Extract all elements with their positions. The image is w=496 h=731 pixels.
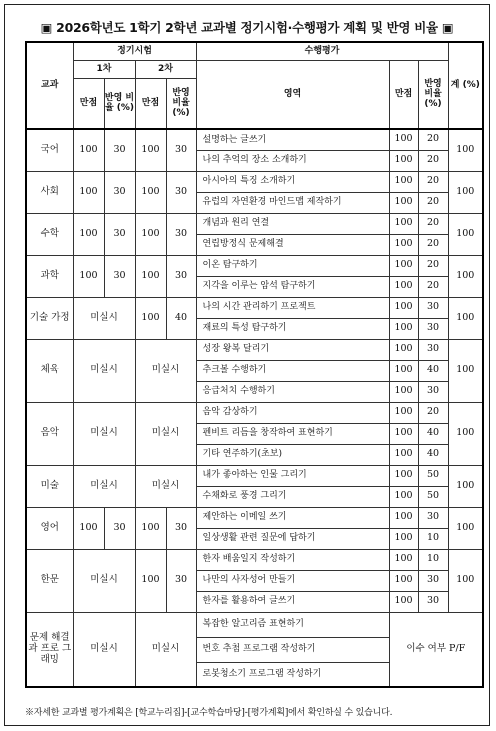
performance-full-score: 100: [389, 297, 418, 318]
performance-full-score: 100: [389, 570, 418, 591]
exam2-full-score: 100: [135, 129, 166, 171]
table-row: [26, 402, 483, 423]
table-row: [26, 612, 483, 637]
exam2-ratio: 30: [166, 507, 196, 549]
performance-ratio: 20: [418, 150, 448, 171]
exam1-not-held: 미실시: [73, 402, 135, 465]
performance-area: 재료의 특성 탐구하기: [196, 318, 389, 339]
header-exam2-full: 만점: [135, 78, 166, 129]
table-row: [26, 42, 483, 60]
performance-ratio: 20: [418, 129, 448, 150]
subject-cell: 수학: [26, 213, 73, 255]
header-second-exam: 2차: [135, 60, 196, 78]
performance-area: 번호 추첨 프로그램 작성하기: [196, 637, 389, 662]
exam1-not-held: 미실시: [73, 297, 135, 339]
header-total: 계 (%): [448, 42, 483, 129]
table-row: [26, 297, 483, 318]
performance-area: 제안하는 이메일 쓰기: [196, 507, 389, 528]
performance-full-score: 100: [389, 276, 418, 297]
table-row: [26, 60, 483, 78]
header-area: 영역: [196, 60, 389, 129]
performance-full-score: 100: [389, 318, 418, 339]
performance-ratio: 30: [418, 339, 448, 360]
performance-ratio: 20: [418, 192, 448, 213]
performance-ratio: 30: [418, 507, 448, 528]
performance-ratio: 40: [418, 444, 448, 465]
performance-area: 내가 좋아하는 인물 그리기: [196, 465, 389, 486]
performance-area: 음악 감상하기: [196, 402, 389, 423]
exam2-ratio: 30: [166, 171, 196, 213]
total-percent: 100: [448, 297, 483, 339]
performance-full-score: 100: [389, 423, 418, 444]
total-percent: 100: [448, 507, 483, 549]
performance-full-score: 100: [389, 465, 418, 486]
exam1-full-score: 100: [73, 129, 104, 171]
performance-ratio: 10: [418, 549, 448, 570]
header-perf-ratio: 반영 비율 (%): [418, 60, 448, 129]
performance-full-score: 100: [389, 339, 418, 360]
exam2-full-score: 100: [135, 255, 166, 297]
exam2-not-held: 미실시: [135, 465, 196, 507]
total-percent: 100: [448, 255, 483, 297]
exam1-ratio: 30: [104, 171, 135, 213]
performance-area: 지각을 이루는 암석 탐구하기: [196, 276, 389, 297]
header-perf-full: 만점: [389, 60, 418, 129]
exam1-ratio: 30: [104, 507, 135, 549]
exam1-full-score: 100: [73, 213, 104, 255]
performance-full-score: 100: [389, 591, 418, 612]
performance-area: 복잡한 알고리즘 표현하기: [196, 612, 389, 637]
header-exam1-ratio: 반영 비율 (%): [104, 78, 135, 129]
exam1-not-held: 미실시: [73, 612, 135, 687]
performance-full-score: 100: [389, 255, 418, 276]
table-row: [26, 213, 483, 234]
performance-full-score: 100: [389, 381, 418, 402]
performance-ratio: 30: [418, 570, 448, 591]
exam1-ratio: 30: [104, 213, 135, 255]
exam2-full-score: 100: [135, 549, 166, 612]
performance-area: 기타 연주하기(초보): [196, 444, 389, 465]
performance-ratio: 20: [418, 171, 448, 192]
subject-cell: 과학: [26, 255, 73, 297]
performance-full-score: 100: [389, 171, 418, 192]
exam1-full-score: 100: [73, 507, 104, 549]
exam1-full-score: 100: [73, 171, 104, 213]
performance-ratio: 30: [418, 381, 448, 402]
header-first-exam: 1차: [73, 60, 135, 78]
performance-area: 추크볼 수행하기: [196, 360, 389, 381]
exam1-ratio: 30: [104, 129, 135, 171]
subject-cell: 음악: [26, 402, 73, 465]
exam1-not-held: 미실시: [73, 549, 135, 612]
table-row: [26, 255, 483, 276]
performance-area: 아시아의 특징 소개하기: [196, 171, 389, 192]
subject-cell: 기술 가정: [26, 297, 73, 339]
performance-ratio: 10: [418, 528, 448, 549]
exam2-ratio: 30: [166, 549, 196, 612]
subject-cell: 영어: [26, 507, 73, 549]
performance-ratio: 50: [418, 465, 448, 486]
total-percent: 100: [448, 339, 483, 402]
performance-area: 유럽의 자연환경 마인드맵 제작하기: [196, 192, 389, 213]
footnote: ※자세한 교과별 평가계획은 [학교누리집]-[교수학습마당]-[평가계획]에서 확인하실 수 있습니다.: [25, 708, 393, 718]
page-title: ▣ 2026학년도 1학기 2학년 교과별 정기시험·수행평가 계획 및 반영 비율 ▣: [40, 20, 454, 35]
exam2-full-score: 100: [135, 213, 166, 255]
performance-full-score: 100: [389, 360, 418, 381]
total-percent: 100: [448, 213, 483, 255]
exam2-not-held: 미실시: [135, 339, 196, 402]
performance-full-score: 100: [389, 192, 418, 213]
exam2-not-held: 미실시: [135, 612, 196, 687]
performance-area: 펜비트 리듬을 창작하여 표현하기: [196, 423, 389, 444]
table-row: [26, 339, 483, 360]
table-row: [26, 507, 483, 528]
performance-full-score: 100: [389, 528, 418, 549]
document-frame: [4, 4, 490, 726]
performance-ratio: 30: [418, 318, 448, 339]
header-regular-exam: 정기시험: [73, 42, 196, 60]
exam2-ratio: 40: [166, 297, 196, 339]
performance-area: 설명하는 글쓰기: [196, 129, 389, 150]
subject-cell: 사회: [26, 171, 73, 213]
subject-cell: 체육: [26, 339, 73, 402]
subject-cell: 미술: [26, 465, 73, 507]
exam2-ratio: 30: [166, 255, 196, 297]
total-percent: 100: [448, 171, 483, 213]
performance-full-score: 100: [389, 150, 418, 171]
header-subject: 교과: [26, 42, 73, 129]
subject-cell: 문제 해결과 프로 그래밍: [26, 612, 73, 687]
performance-ratio: 20: [418, 234, 448, 255]
performance-ratio: 30: [418, 591, 448, 612]
table-row: [26, 549, 483, 570]
subject-cell: 한문: [26, 549, 73, 612]
header-exam1-full: 만점: [73, 78, 104, 129]
performance-ratio: 50: [418, 486, 448, 507]
performance-full-score: 100: [389, 444, 418, 465]
exam2-full-score: 100: [135, 171, 166, 213]
performance-full-score: 100: [389, 234, 418, 255]
subject-cell: 국어: [26, 129, 73, 171]
exam2-full-score: 100: [135, 297, 166, 339]
performance-area: 한자를 활용하여 글쓰기: [196, 591, 389, 612]
total-percent: 100: [448, 129, 483, 171]
evaluation-plan-table: [25, 41, 484, 688]
performance-area: 나만의 사자성어 만들기: [196, 570, 389, 591]
performance-area: 한자 배움일지 작성하기: [196, 549, 389, 570]
exam1-ratio: 30: [104, 255, 135, 297]
performance-ratio: 20: [418, 255, 448, 276]
exam2-not-held: 미실시: [135, 402, 196, 465]
performance-full-score: 100: [389, 486, 418, 507]
performance-ratio: 20: [418, 213, 448, 234]
performance-area: 일상생활 관련 질문에 답하기: [196, 528, 389, 549]
performance-full-score: 100: [389, 402, 418, 423]
performance-area: 로봇청소기 프로그램 작성하기: [196, 662, 389, 687]
performance-area: 응급처치 수행하기: [196, 381, 389, 402]
performance-ratio: 20: [418, 276, 448, 297]
performance-full-score: 100: [389, 507, 418, 528]
performance-full-score: 100: [389, 129, 418, 150]
performance-area: 나의 시간 관리하기 프로젝트: [196, 297, 389, 318]
header-exam2-ratio: 반영 비율 (%): [166, 78, 196, 129]
exam2-full-score: 100: [135, 507, 166, 549]
exam1-full-score: 100: [73, 255, 104, 297]
performance-ratio: 30: [418, 297, 448, 318]
performance-area: 연립방정식 문제해결: [196, 234, 389, 255]
exam1-not-held: 미실시: [73, 339, 135, 402]
exam2-ratio: 30: [166, 129, 196, 171]
performance-area: 수채화로 풍경 그리기: [196, 486, 389, 507]
performance-area: 나의 추억의 장소 소개하기: [196, 150, 389, 171]
pass-fail-note: 이수 여부 P/F: [389, 612, 483, 687]
table-row: [26, 171, 483, 192]
exam1-not-held: 미실시: [73, 465, 135, 507]
performance-full-score: 100: [389, 549, 418, 570]
total-percent: 100: [448, 465, 483, 507]
performance-ratio: 40: [418, 360, 448, 381]
header-performance: 수행평가: [196, 42, 448, 60]
performance-area: 이온 탐구하기: [196, 255, 389, 276]
performance-ratio: 40: [418, 423, 448, 444]
performance-area: 개념과 원리 연결: [196, 213, 389, 234]
total-percent: 100: [448, 402, 483, 465]
performance-area: 성장 왕복 달리기: [196, 339, 389, 360]
exam2-ratio: 30: [166, 213, 196, 255]
total-percent: 100: [448, 549, 483, 612]
table-row: [26, 129, 483, 150]
performance-full-score: 100: [389, 213, 418, 234]
table-row: [26, 465, 483, 486]
performance-ratio: 20: [418, 402, 448, 423]
